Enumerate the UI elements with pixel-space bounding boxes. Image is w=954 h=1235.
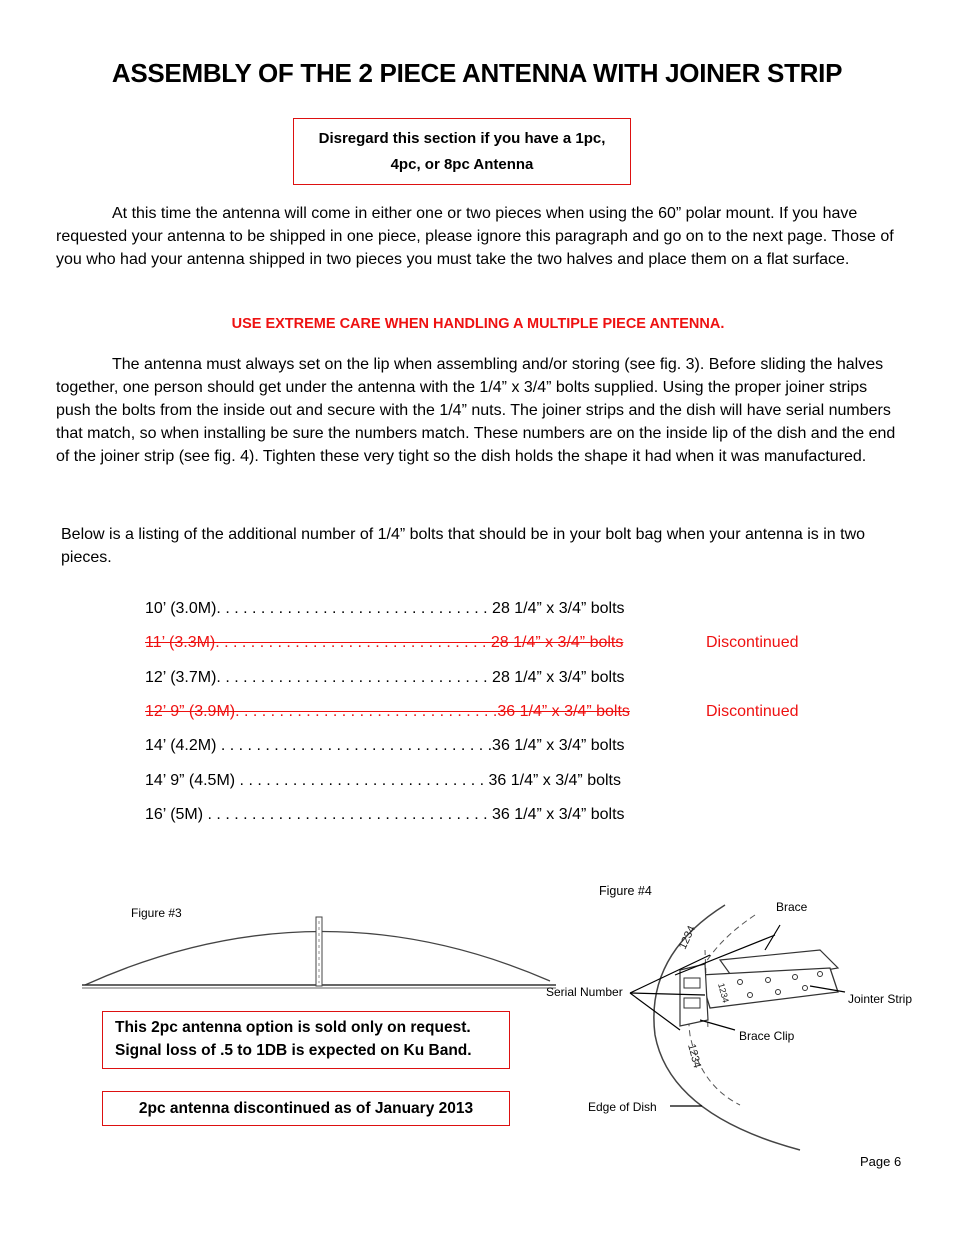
bolt-list-row: 12’ (3.7M). . . . . . . . . . . . . . . . . . . . . . . . . . . . . . . 28 1/4” x 3/4” bolts [145,669,625,686]
bolt-list-row: 16’ (5M) . . . . . . . . . . . . . . . . . . . . . . . . . . . . . . . . 36 1/4” x 3/4” bolts [145,806,625,823]
bolt-listing-intro: Below is a listing of the additional number of 1/4” bolts that should be in your bolt bag when your antenna is in two pieces. [61,526,866,566]
figure-3-label: Figure #3 [131,906,182,920]
bolt-list-row: 14’ 9” (4.5M) . . . . . . . . . . . . . . . . . . . . . . . . . . . . 36 1/4” x 3/4” bolts [145,772,621,789]
assembly-paragraph: The antenna must always set on the lip when assembling and/or storing (see fig. 3). Before sliding the halves together, one person should get under the antenna with the 1/4” x 3/4” bolts supplied. Using the proper joiner strips push the bolts from the inside out and secure with the 1/4” nuts. The joiner strips and the dish will have serial numbers that match, so when installing be sure the numbers match. These numbers are on the inside lip of the dish and the end of the joiner strip (see fig. 4). Tighten these very tight so the dish holds the shape it had when it was manufactured. [56,356,896,465]
brace-clip-callout: Brace Clip [739,1029,795,1043]
figure-4-label: Figure #4 [599,884,652,898]
bolt-list-row: 10’ (3.0M). . . . . . . . . . . . . . . . . . . . . . . . . . . . . . . 28 1/4” x 3/4” bolts [145,600,625,617]
request-note-line-1: This 2pc antenna option is sold only on request. [115,1019,471,1036]
figure-3-dish-profile [80,905,560,995]
bolt-list-row: 12’ 9” (3.9M). . . . . . . . . . . . . . . . . . . . . . . . . . . . . .36 1/4” x 3/4” bolts [145,703,630,720]
disregard-line-2: 4pc, or 8pc Antenna [390,155,534,173]
disregard-notice [293,118,631,185]
jointer-strip-callout: Jointer Strip [848,992,913,1006]
request-only-note [102,1011,510,1069]
page-title: ASSEMBLY OF THE 2 PIECE ANTENNA WITH JOINER STRIP [111,58,843,88]
bolt-list-row: 14’ (4.2M) . . . . . . . . . . . . . . . . . . . . . . . . . . . . . . .36 1/4” x 3/4” bolts [145,737,625,754]
discontinued-notice: 2pc antenna discontinued as of January 2013 [102,1091,510,1126]
warning-text: USE EXTREME CARE WHEN HANDLING A MULTIPLE PIECE ANTENNA. [231,316,725,332]
brace-callout: Brace [776,900,808,914]
edge-of-dish-callout: Edge of Dish [588,1100,657,1114]
page-number: Page 6 [860,1154,902,1169]
intro-paragraph: At this time the antenna will come in either one or two pieces when using the 60” polar mount. If you have requested your antenna to be shipped in one piece, please ignore this paragraph and go on to the next page. Those of you who had your antenna shipped in two pieces you must take the two halves and place them on a flat surface. [56,205,894,268]
request-note-line-2: Signal loss of .5 to 1DB is expected on Ku Band. [115,1042,472,1059]
serial-number-mark: 1234 [716,981,731,1004]
bolt-list-row: 11’ (3.3M). . . . . . . . . . . . . . . . . . . . . . . . . . . . . . . 28 1/4” x 3/4” bolts [145,634,624,651]
figure-4-joiner-diagram [520,880,940,1170]
serial-number-mark: 1234 [676,924,699,952]
serial-number-mark: 1234 [685,1042,704,1070]
disregard-line-1: Disregard this section if you have a 1pc, [318,129,606,147]
discontinued-label: Discontinued [706,634,799,651]
discontinued-label: Discontinued [706,703,799,720]
serial-number-callout: Serial Number [546,985,623,999]
